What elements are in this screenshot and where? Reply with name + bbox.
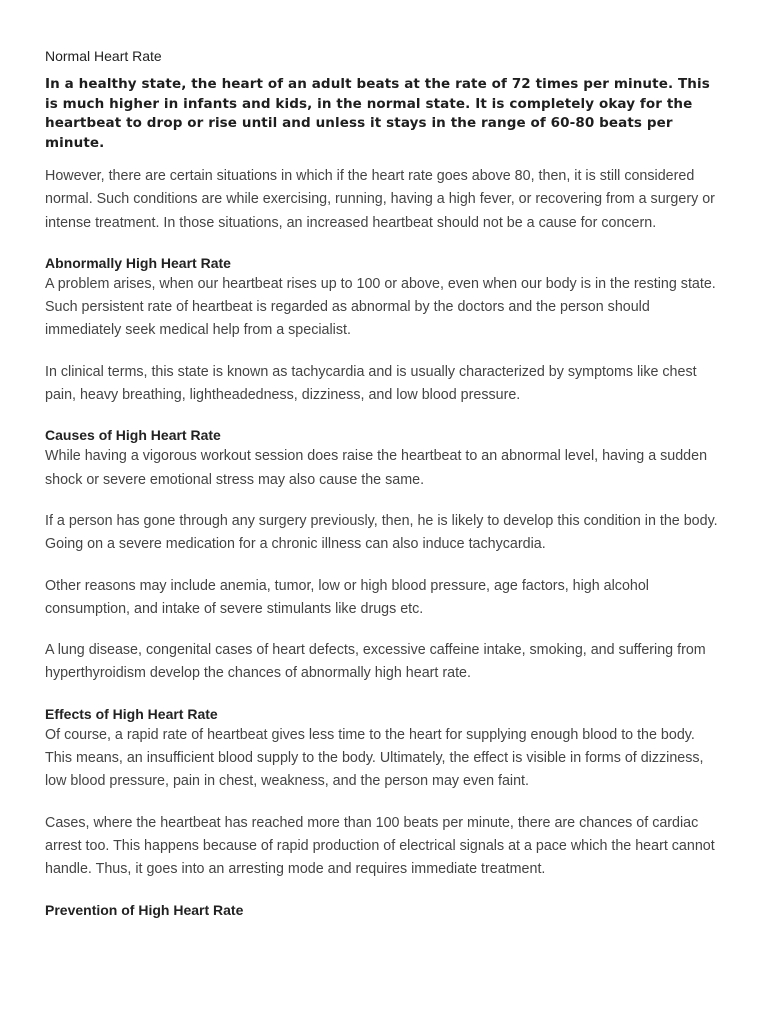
section-heading: Abnormally High Heart Rate: [45, 254, 231, 271]
section-normal-heart-rate: [45, 46, 725, 235]
section-heading: Causes of High Heart Rate: [45, 427, 221, 444]
paragraph: If a person has gone through any surgery previously, then, he is likely to develop this condition in the body. Going on a severe medication for a chronic illness can also induce tachycardia.: [45, 512, 718, 553]
section-causes-of-high-heart-rate: [45, 425, 725, 685]
paragraph: A lung disease, congenital cases of heart defects, excessive caffeine intake, smoking, and suffering from hyperthyroidism develop the chances of abnormally high heart rate.: [45, 642, 706, 682]
section-prevention-of-high-heart-rate: [45, 900, 725, 920]
section-effects-of-high-heart-rate: [45, 704, 725, 882]
section-heading: Normal Heart Rate: [45, 48, 162, 64]
paragraph: Of course, a rapid rate of heartbeat gives less time to the heart for supplying enough blood to the body. This means, an insufficient blood supply to the body. Ultimately, the effect is visible in forms of dizziness, low blood pressure, pain in chest, weakness, and the person may even faint.: [45, 726, 704, 790]
paragraph: Cases, where the heartbeat has reached more than 100 beats per minute, there are chances of cardiac arrest too. This happens because of rapid production of electrical signals at a pace which the heart cannot handle. Thus, it goes into an arresting mode and requires immediate treatment.: [45, 814, 715, 878]
lead-paragraph: In a healthy state, the heart of an adult beats at the rate of 72 times per minute. This is much higher in infants and kids, in the normal state. It is completely okay for the heartbeat to drop or rise until and unless it stays in the range of 60-80 beats per minute.: [45, 76, 710, 151]
paragraph: In clinical terms, this state is known as tachycardia and is usually characterized by symptoms like chest pain, heavy breathing, lightheadedness, dizziness, and low blood pressure.: [45, 363, 697, 404]
paragraph: However, there are certain situations in which if the heart rate goes above 80, then, it is still considered normal. Such conditions are while exercising, running, having a high fever, or recovering from a surgery or intense treatment. In those situations, an increased heartbeat should not be a cause for concern.: [45, 168, 715, 231]
section-abnormally-high-heart-rate: [45, 253, 725, 407]
document-page: [45, 46, 725, 920]
section-heading: Effects of High Heart Rate: [45, 705, 218, 722]
paragraph: A problem arises, when our heartbeat rises up to 100 or above, even when our body is in the resting state. Such persistent rate of heartbeat is regarded as abnormal by the doctors and the person should immediately seek medical help from a specialist.: [45, 275, 716, 339]
paragraph: While having a vigorous workout session does raise the heartbeat to an abnormal level, having a sudden shock or severe emotional stress may also cause the same.: [45, 448, 708, 488]
section-heading: Prevention of High Heart Rate: [45, 901, 244, 918]
paragraph: Other reasons may include anemia, tumor, low or high blood pressure, age factors, high alcohol consumption, and intake of severe stimulants like drugs etc.: [45, 577, 649, 617]
